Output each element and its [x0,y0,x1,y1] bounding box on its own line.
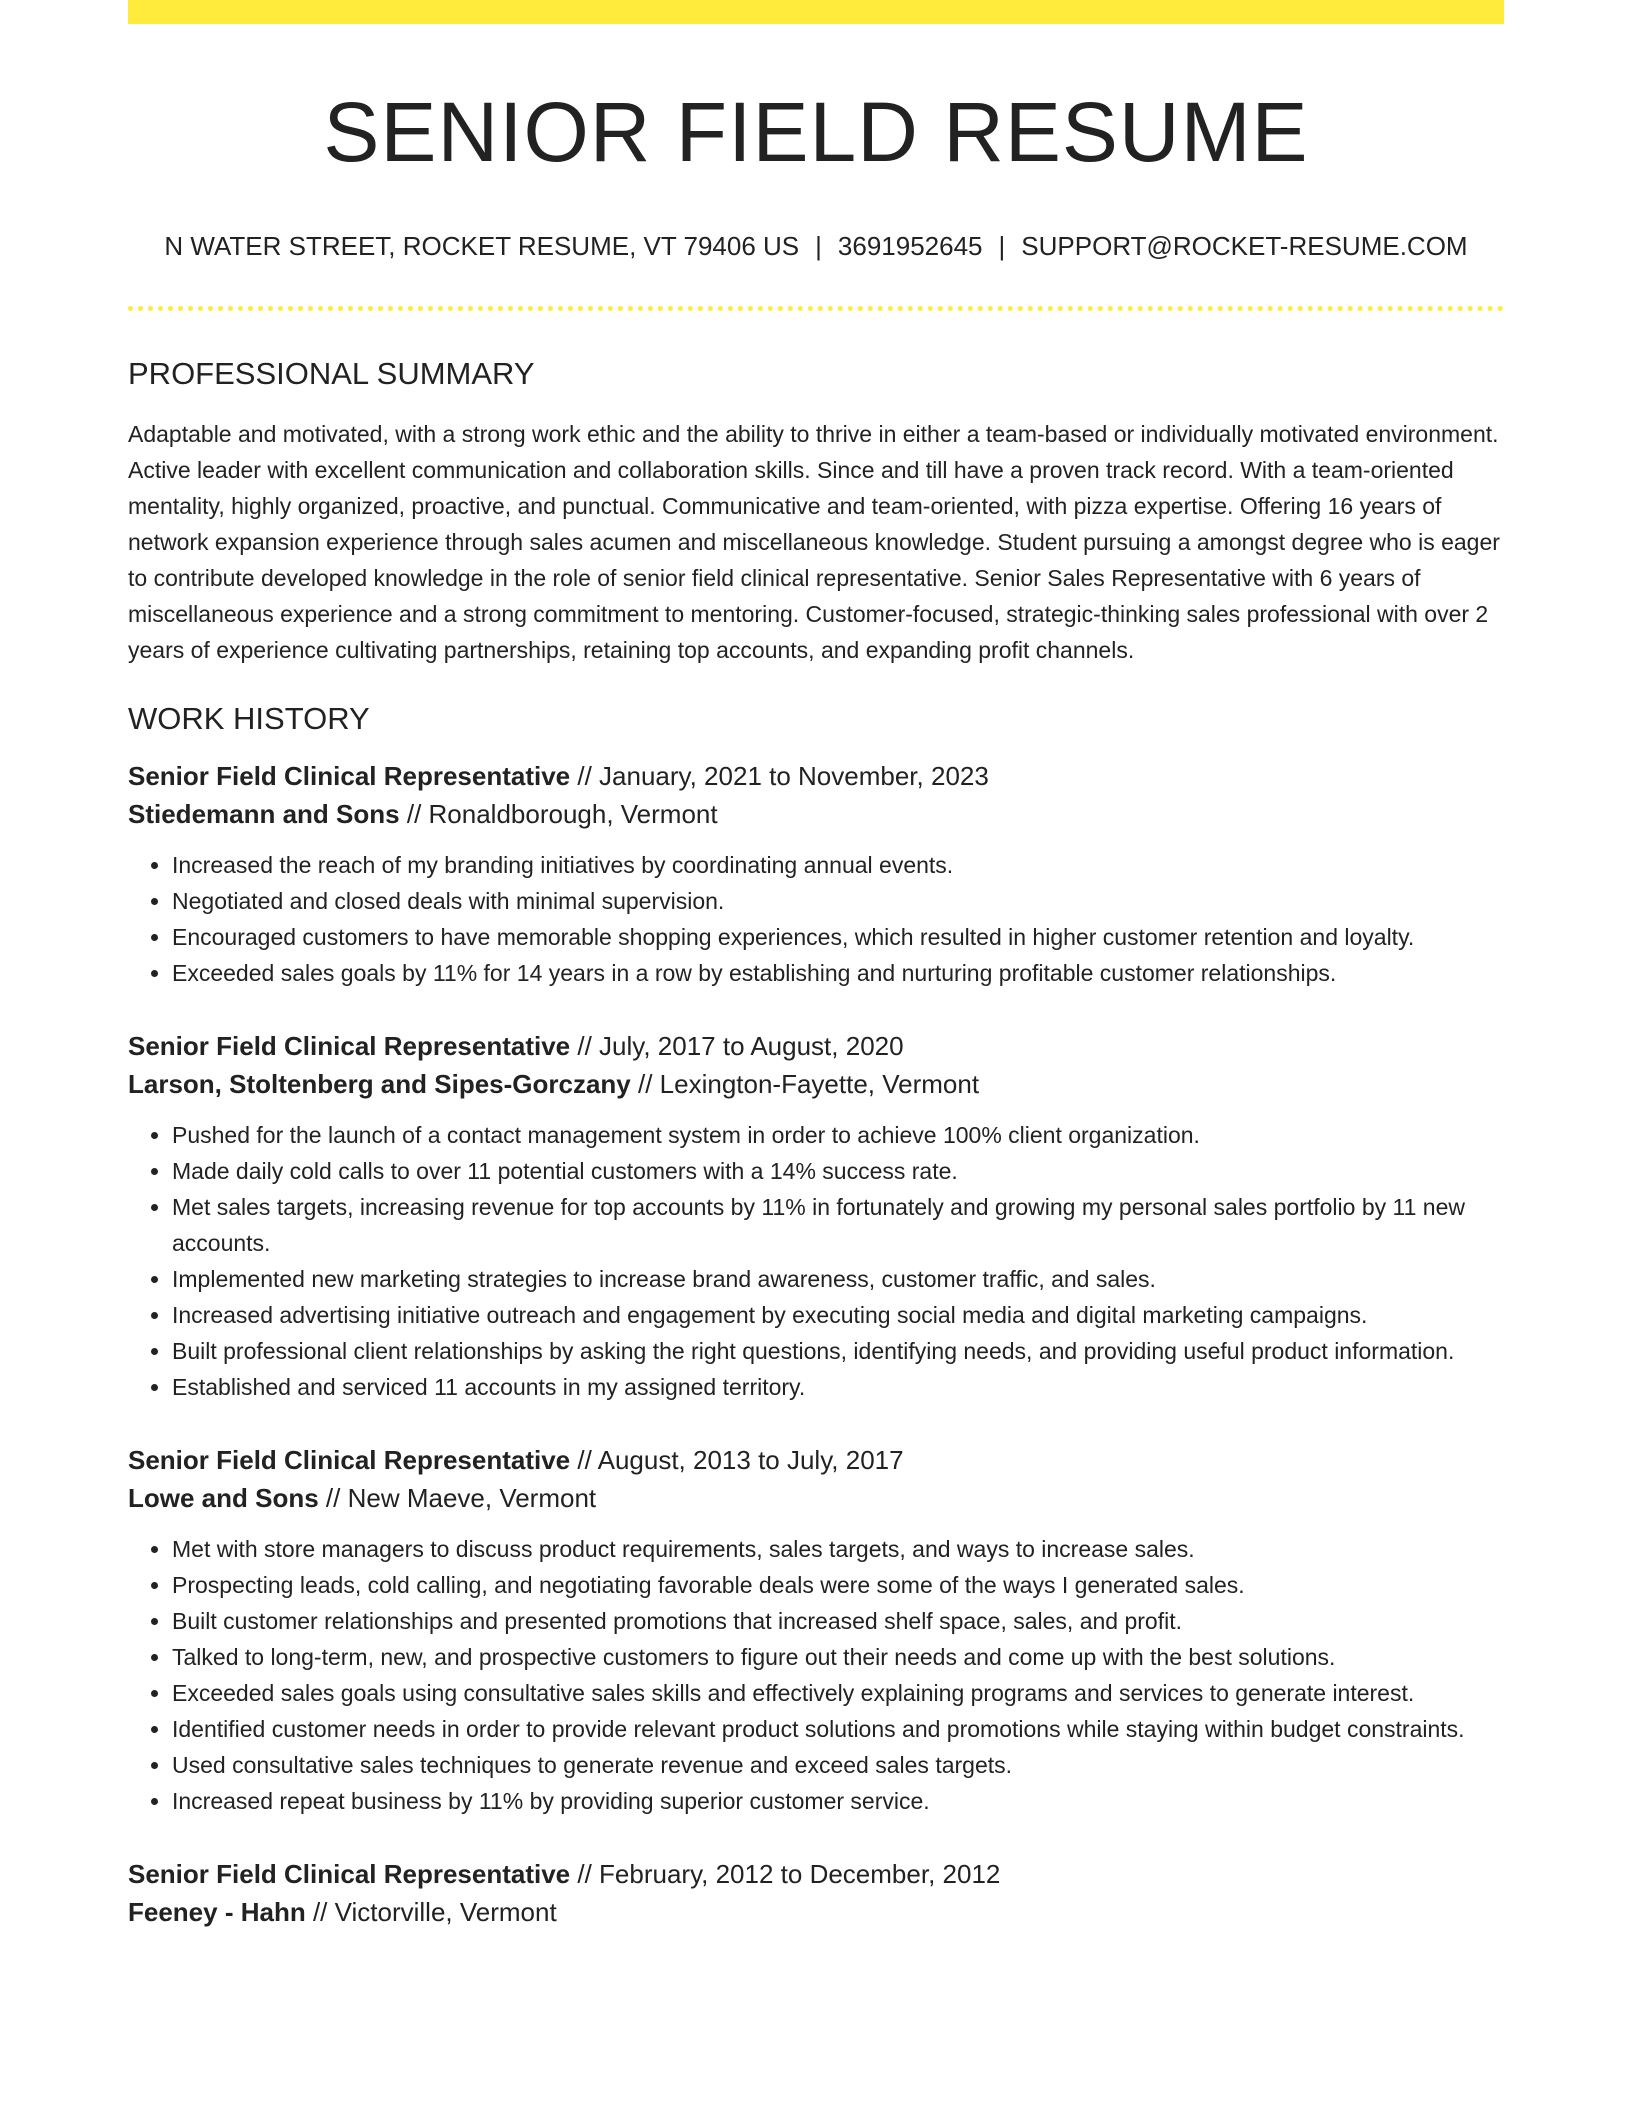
duty-item: • Encouraged customers to have memorable shopping experiences, which resulted in higher customer retention and loyalty. [172,919,1504,955]
job-entry [128,757,1504,991]
contact-phone: 3691952645 [837,230,983,261]
duty-item: • Identified customer needs in order to provide relevant product solutions and promotions while staying within budget constraints. [172,1711,1504,1747]
duty-item: • Negotiated and closed deals with minimal supervision. [172,883,1504,919]
duty-item: • Met with store managers to discuss product requirements, sales targets, and ways to increase sales. [172,1531,1504,1567]
job-title: Senior Field Clinical Representative [128,1859,571,1890]
job-title: Senior Field Clinical Representative [128,1031,571,1062]
summary-heading: PROFESSIONAL SUMMARY [128,355,535,391]
duty-item: • Implemented new marketing strategies to increase brand awareness, customer traffic, and sales. [172,1261,1504,1297]
job-dates: // July, 2017 to August, 2020 [577,1031,904,1062]
duty-item: • Used consultative sales techniques to generate revenue and exceed sales targets. [172,1747,1504,1783]
contact-email: SUPPORT@ROCKET-RESUME.COM [1021,230,1468,261]
duty-item: • Built customer relationships and presented promotions that increased shelf space, sales, and profit. [172,1603,1504,1639]
work-history-heading: WORK HISTORY [128,701,370,737]
summary-text: Adaptable and motivated, with a strong work ethic and the ability to thrive in either a team-based or individually motivated environment. Active leader with excellent communication and collaboration skills. Since and till have a proven track record. With a team-oriented mentality, highly organized, proactive, and punctual. Communicative and team-oriented, with pizza expertise. Offering 16 years of network expansion experience through sales acumen and miscellaneous knowledge. Student pursuing a amongst degree who is eager to contribute developed knowledge in the role of senior field clinical representative. Senior Sales Representative with 6 years of miscellaneous experience and a strong commitment to mentoring. Customer-focused, strategic-thinking sales professional with over 2 years of experience cultivating partnerships, retaining top accounts, and expanding profit channels. [128,421,1500,664]
job-company: Larson, Stoltenberg and Sipes-Gorczany [128,1069,631,1100]
job-title-line [128,1027,1504,1065]
duty-item: • Met sales targets, increasing revenue for top accounts by 11% in fortunately and growing my personal sales portfolio by 11 new accounts. [172,1189,1504,1261]
job-title: Senior Field Clinical Representative [128,1445,571,1476]
job-entry [128,1855,1504,1931]
job-title: Senior Field Clinical Representative [128,761,571,792]
duty-item: • Increased advertising initiative outreach and engagement by executing social media and digital marketing campaigns. [172,1297,1504,1333]
duty-list [128,847,1504,991]
contact-address: N WATER STREET, ROCKET RESUME, VT 79406 US [164,230,800,261]
duty-item: • Built professional client relationships by asking the right questions, identifying needs, and providing useful product information. [172,1333,1504,1369]
job-title-line [128,757,1504,795]
duty-item: • Increased repeat business by 11% by providing superior customer service. [172,1783,1504,1819]
duty-list [128,1531,1504,1819]
contact-separator: | [815,230,822,261]
job-title-line [128,1441,1504,1479]
duty-item: • Talked to long-term, new, and prospective customers to figure out their needs and come up with the best solutions. [172,1639,1504,1675]
duty-item: • Pushed for the launch of a contact management system in order to achieve 100% client organization. [172,1117,1504,1153]
duty-item: • Increased the reach of my branding initiatives by coordinating annual events. [172,847,1504,883]
duty-item: • Prospecting leads, cold calling, and negotiating favorable deals were some of the ways I generated sales. [172,1567,1504,1603]
accent-bar [128,0,1504,24]
job-dates: // January, 2021 to November, 2023 [577,761,989,792]
duty-item: • Exceeded sales goals using consultative sales skills and effectively explaining programs and services to generate interest. [172,1675,1504,1711]
duty-item: • Established and serviced 11 accounts in my assigned territory. [172,1369,1504,1405]
job-company-line [128,1893,1504,1931]
jobs-list [128,757,1504,1931]
job-location: // Lexington-Fayette, Vermont [638,1069,980,1100]
job-entry [128,1441,1504,1819]
duty-list [128,1117,1504,1405]
job-company: Lowe and Sons [128,1483,319,1514]
job-company: Feeney - Hahn [128,1897,306,1928]
job-location: // Ronaldborough, Vermont [406,799,718,830]
job-location: // Victorville, Vermont [312,1897,557,1928]
job-dates: // August, 2013 to July, 2017 [577,1445,904,1476]
resume-page [128,0,1504,1931]
job-title-line [128,1855,1504,1893]
job-company-line [128,1065,1504,1103]
job-company-line [128,1479,1504,1517]
contact-line [128,231,1504,262]
resume-name: SENIOR FIELD RESUME [323,85,1309,179]
duty-item: • Exceeded sales goals by 11% for 14 years in a row by establishing and nurturing profitable customer relationships. [172,955,1504,991]
job-company: Stiedemann and Sons [128,799,400,830]
job-location: // New Maeve, Vermont [325,1483,597,1514]
job-entry [128,1027,1504,1405]
job-company-line [128,795,1504,833]
contact-separator: | [998,230,1006,261]
job-dates: // February, 2012 to December, 2012 [577,1859,1001,1890]
duty-item: • Made daily cold calls to over 11 potential customers with a 14% success rate. [172,1153,1504,1189]
dotted-divider [128,306,1504,311]
